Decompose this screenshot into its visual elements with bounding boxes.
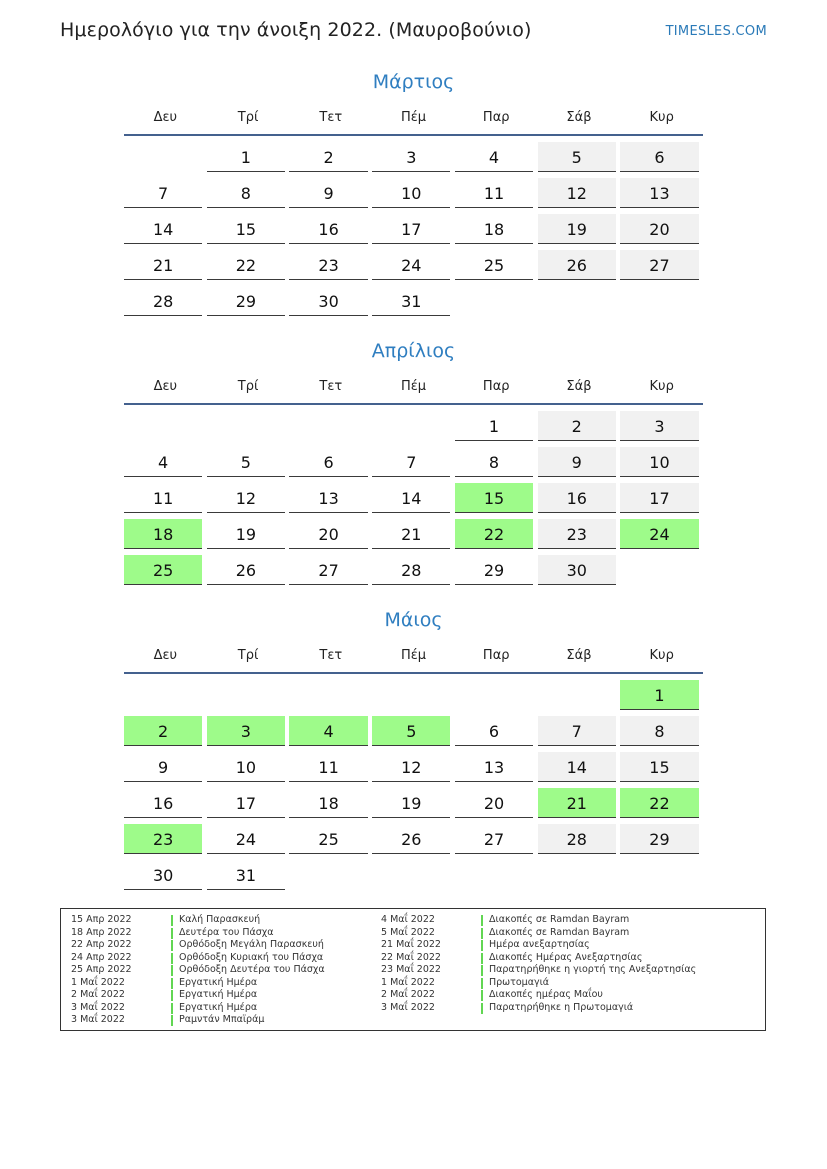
day-cell: 29	[455, 555, 533, 585]
day-cell: 8	[620, 716, 698, 746]
weekday-label: Πέμ	[400, 379, 427, 394]
legend-date: 21 Μαΐ 2022	[381, 939, 441, 950]
legend-entry	[371, 977, 696, 990]
weekday-header	[124, 106, 703, 132]
legend-date: 22 Απρ 2022	[71, 939, 132, 950]
day-cell: 13	[455, 752, 533, 782]
legend-entry	[61, 952, 325, 965]
empty-day-cell	[372, 680, 450, 710]
day-cell: 9	[289, 178, 367, 208]
weekday-label: Σάβ	[566, 648, 592, 663]
legend-date: 5 Μαΐ 2022	[381, 926, 435, 938]
legend-holiday-name: Εργατική Ημέρα	[179, 1001, 258, 1013]
legend-entry	[371, 914, 696, 927]
legend-date: 1 Μαΐ 2022	[381, 976, 435, 988]
weekday-label: Κυρ	[649, 379, 674, 394]
day-cell: 24	[372, 250, 450, 280]
day-cell: 19	[372, 788, 450, 818]
legend-holiday-name: Καλή Παρασκευή	[179, 914, 261, 925]
day-cell: 2	[538, 411, 616, 441]
legend-entry	[371, 964, 696, 977]
day-cell: 16	[289, 214, 367, 244]
legend-marker	[481, 915, 483, 926]
weekday-label: Δευ	[153, 110, 178, 125]
legend-marker	[171, 965, 173, 976]
day-cell: 11	[289, 752, 367, 782]
day-cell: 21	[124, 250, 202, 280]
day-cell: 30	[289, 286, 367, 316]
day-cell: 15	[207, 214, 285, 244]
day-grid	[124, 142, 703, 316]
holiday-day-cell: 15	[455, 483, 533, 513]
month-name: Απρίλιος	[371, 340, 456, 362]
weekday-header	[124, 375, 703, 401]
weekday-label: Σάβ	[566, 110, 592, 125]
week-row	[124, 788, 703, 818]
legend-marker	[171, 953, 173, 964]
day-cell: 3	[372, 142, 450, 172]
weekday-label: Πέμ	[400, 110, 427, 125]
legend-entry	[371, 1002, 696, 1015]
day-cell: 18	[455, 214, 533, 244]
empty-day-cell	[620, 555, 698, 585]
legend-marker	[171, 990, 173, 1001]
weekday-label: Σάβ	[566, 379, 592, 394]
legend-marker	[481, 953, 483, 964]
holiday-day-cell: 21	[538, 788, 616, 818]
legend-date: 24 Απρ 2022	[71, 951, 132, 963]
day-cell: 24	[207, 824, 285, 854]
legend-date: 18 Απρ 2022	[71, 926, 132, 938]
day-cell: 19	[538, 214, 616, 244]
day-cell: 12	[372, 752, 450, 782]
header-divider	[124, 403, 703, 405]
legend-entry	[61, 939, 325, 952]
day-cell: 4	[124, 447, 202, 477]
legend-entry	[371, 939, 696, 952]
header-divider	[124, 134, 703, 136]
month-calendar	[124, 606, 703, 896]
day-grid	[124, 411, 703, 585]
day-cell: 14	[124, 214, 202, 244]
day-cell: 28	[372, 555, 450, 585]
holiday-day-cell: 3	[207, 716, 285, 746]
legend-holiday-name: Παρατηρήθηκε η Πρωτομαγιά	[489, 1001, 634, 1013]
day-cell: 26	[372, 824, 450, 854]
site-link[interactable]: TIMESLES.COM	[665, 24, 767, 39]
day-cell: 20	[289, 519, 367, 549]
day-cell: 27	[455, 824, 533, 854]
day-cell: 31	[372, 286, 450, 316]
legend-marker	[481, 1003, 483, 1014]
day-cell: 27	[289, 555, 367, 585]
legend-marker	[171, 1015, 173, 1026]
day-cell: 14	[372, 483, 450, 513]
day-cell: 18	[289, 788, 367, 818]
day-cell: 21	[372, 519, 450, 549]
legend-date: 3 Μαΐ 2022	[71, 1001, 125, 1013]
legend-date: 1 Μαΐ 2022	[71, 976, 125, 988]
week-row	[124, 447, 703, 477]
week-row	[124, 680, 703, 710]
day-cell: 16	[124, 788, 202, 818]
day-cell: 23	[289, 250, 367, 280]
legend-date: 23 Μαΐ 2022	[381, 964, 441, 975]
empty-day-cell	[372, 411, 450, 441]
day-cell: 30	[124, 860, 202, 890]
weekday-label: Παρ	[482, 648, 510, 663]
holiday-day-cell: 24	[620, 519, 698, 549]
legend-holiday-name: Διακοπές ημέρας Μαΐου	[489, 989, 603, 1000]
week-row	[124, 142, 703, 172]
holiday-day-cell: 4	[289, 716, 367, 746]
legend-holiday-name: Πρωτομαγιά	[489, 976, 550, 988]
holiday-day-cell: 18	[124, 519, 202, 549]
empty-day-cell	[207, 680, 285, 710]
day-cell: 12	[207, 483, 285, 513]
legend-holiday-name: Διακοπές Ημέρας Ανεξαρτησίας	[489, 951, 643, 963]
weekday-label: Παρ	[482, 110, 510, 125]
legend-entry	[61, 914, 325, 927]
empty-day-cell	[289, 680, 367, 710]
legend-marker	[481, 978, 483, 989]
day-cell: 26	[538, 250, 616, 280]
legend-date: 4 Μαΐ 2022	[381, 914, 435, 925]
legend-marker	[171, 978, 173, 989]
legend-holiday-name: Εργατική Ημέρα	[179, 976, 258, 988]
week-row	[124, 824, 703, 854]
day-cell: 11	[124, 483, 202, 513]
empty-day-cell	[455, 860, 533, 890]
legend-entry	[61, 989, 325, 1002]
legend-entry	[61, 964, 325, 977]
empty-day-cell	[620, 286, 698, 316]
day-cell: 20	[455, 788, 533, 818]
day-cell: 1	[455, 411, 533, 441]
week-row	[124, 752, 703, 782]
legend-marker	[171, 940, 173, 951]
legend-holiday-name: Ημέρα ανεξαρτησίας	[489, 939, 590, 950]
weekday-label: Κυρ	[649, 648, 674, 663]
day-cell: 17	[207, 788, 285, 818]
header-divider	[124, 672, 703, 674]
day-cell: 22	[207, 250, 285, 280]
empty-day-cell	[207, 411, 285, 441]
weekday-label: Παρ	[482, 379, 510, 394]
week-row	[124, 286, 703, 316]
legend-date: 22 Μαΐ 2022	[381, 951, 441, 963]
day-cell: 23	[538, 519, 616, 549]
day-cell: 8	[207, 178, 285, 208]
day-cell: 10	[620, 447, 698, 477]
day-cell: 6	[455, 716, 533, 746]
day-cell: 7	[538, 716, 616, 746]
legend-date: 3 Μαΐ 2022	[71, 1014, 125, 1025]
legend-marker	[481, 990, 483, 1001]
week-row	[124, 716, 703, 746]
day-cell: 29	[620, 824, 698, 854]
page-title: Ημερολόγιο για την άνοιξη 2022. (Μαυροβούνιο)	[60, 19, 532, 41]
day-cell: 13	[289, 483, 367, 513]
day-cell: 15	[620, 752, 698, 782]
day-cell: 8	[455, 447, 533, 477]
legend-date: 15 Απρ 2022	[71, 914, 132, 925]
legend-entry	[371, 989, 696, 1002]
day-cell: 10	[372, 178, 450, 208]
day-cell: 25	[289, 824, 367, 854]
empty-day-cell	[455, 680, 533, 710]
day-cell: 3	[620, 411, 698, 441]
day-cell: 29	[207, 286, 285, 316]
empty-day-cell	[124, 142, 202, 172]
day-cell: 7	[124, 178, 202, 208]
legend-entry	[61, 927, 325, 940]
weekday-label: Πέμ	[400, 648, 427, 663]
legend-date: 3 Μαΐ 2022	[381, 1001, 435, 1013]
weekday-label: Δευ	[153, 379, 178, 394]
holiday-day-cell: 5	[372, 716, 450, 746]
empty-day-cell	[289, 860, 367, 890]
day-cell: 17	[372, 214, 450, 244]
day-cell: 30	[538, 555, 616, 585]
day-cell: 28	[538, 824, 616, 854]
legend-entry	[371, 927, 696, 940]
empty-day-cell	[372, 860, 450, 890]
day-cell: 4	[455, 142, 533, 172]
weekday-label: Τρί	[237, 110, 259, 125]
week-row	[124, 178, 703, 208]
legend-holiday-name: Παρατηρήθηκε η γιορτή της Ανεξαρτησίας	[489, 964, 697, 975]
holiday-day-cell: 1	[620, 680, 698, 710]
holiday-legend	[60, 908, 766, 1031]
day-cell: 13	[620, 178, 698, 208]
empty-day-cell	[289, 411, 367, 441]
legend-holiday-name: Ορθόδοξη Κυριακή του Πάσχα	[179, 951, 324, 963]
legend-date: 2 Μαΐ 2022	[71, 989, 125, 1000]
weekday-label: Τετ	[319, 110, 343, 125]
day-cell: 16	[538, 483, 616, 513]
week-row	[124, 519, 703, 549]
day-cell: 25	[455, 250, 533, 280]
week-row	[124, 411, 703, 441]
day-cell: 5	[207, 447, 285, 477]
month-name: Μάρτιος	[372, 71, 455, 93]
day-cell: 26	[207, 555, 285, 585]
holiday-day-cell: 23	[124, 824, 202, 854]
day-cell: 1	[207, 142, 285, 172]
day-cell: 2	[289, 142, 367, 172]
month-calendar	[124, 68, 703, 322]
legend-date: 25 Απρ 2022	[71, 964, 132, 975]
day-cell: 17	[620, 483, 698, 513]
weekday-label: Τετ	[319, 379, 343, 394]
weekday-label: Τρί	[237, 379, 259, 394]
month-calendar	[124, 337, 703, 591]
weekday-label: Τετ	[319, 648, 343, 663]
empty-day-cell	[124, 411, 202, 441]
legend-marker	[171, 1003, 173, 1014]
legend-entry	[61, 977, 325, 990]
legend-holiday-name: Ορθόδοξη Μεγάλη Παρασκευή	[179, 939, 324, 950]
day-cell: 12	[538, 178, 616, 208]
day-cell: 31	[207, 860, 285, 890]
day-cell: 6	[620, 142, 698, 172]
holiday-day-cell: 2	[124, 716, 202, 746]
legend-holiday-name: Διακοπές σε Ramdan Bayram	[489, 914, 630, 925]
legend-marker	[481, 940, 483, 951]
legend-marker	[171, 915, 173, 926]
holiday-day-cell: 22	[455, 519, 533, 549]
day-cell: 9	[124, 752, 202, 782]
weekday-label: Κυρ	[649, 110, 674, 125]
day-cell: 6	[289, 447, 367, 477]
week-row	[124, 860, 703, 890]
day-cell: 10	[207, 752, 285, 782]
legend-date: 2 Μαΐ 2022	[381, 989, 435, 1000]
empty-day-cell	[620, 860, 698, 890]
empty-day-cell	[455, 286, 533, 316]
day-cell: 27	[620, 250, 698, 280]
legend-column-left	[61, 914, 325, 1027]
weekday-label: Τρί	[237, 648, 259, 663]
legend-holiday-name: Ορθόδοξη Δευτέρα του Πάσχα	[179, 964, 325, 975]
weekday-header	[124, 644, 703, 670]
legend-entry	[61, 1014, 325, 1027]
empty-day-cell	[538, 680, 616, 710]
legend-holiday-name: Εργατική Ημέρα	[179, 989, 258, 1000]
day-cell: 20	[620, 214, 698, 244]
day-cell: 19	[207, 519, 285, 549]
day-cell: 5	[538, 142, 616, 172]
legend-column-right	[371, 914, 696, 1014]
week-row	[124, 214, 703, 244]
month-name: Μάιος	[384, 609, 443, 631]
legend-holiday-name: Διακοπές σε Ramdan Bayram	[489, 926, 630, 938]
week-row	[124, 555, 703, 585]
day-cell: 28	[124, 286, 202, 316]
legend-marker	[171, 928, 173, 939]
day-cell: 7	[372, 447, 450, 477]
weekday-label: Δευ	[153, 648, 178, 663]
legend-marker	[481, 928, 483, 939]
legend-marker	[481, 965, 483, 976]
holiday-day-cell: 25	[124, 555, 202, 585]
week-row	[124, 483, 703, 513]
empty-day-cell	[538, 860, 616, 890]
empty-day-cell	[124, 680, 202, 710]
legend-holiday-name: Δευτέρα του Πάσχα	[179, 926, 274, 938]
day-cell: 9	[538, 447, 616, 477]
day-cell: 11	[455, 178, 533, 208]
legend-holiday-name: Ραμντάν Μπαϊράμ	[179, 1014, 265, 1025]
empty-day-cell	[538, 286, 616, 316]
holiday-day-cell: 22	[620, 788, 698, 818]
legend-entry	[371, 952, 696, 965]
day-cell: 14	[538, 752, 616, 782]
week-row	[124, 250, 703, 280]
day-grid	[124, 680, 703, 890]
legend-entry	[61, 1002, 325, 1015]
